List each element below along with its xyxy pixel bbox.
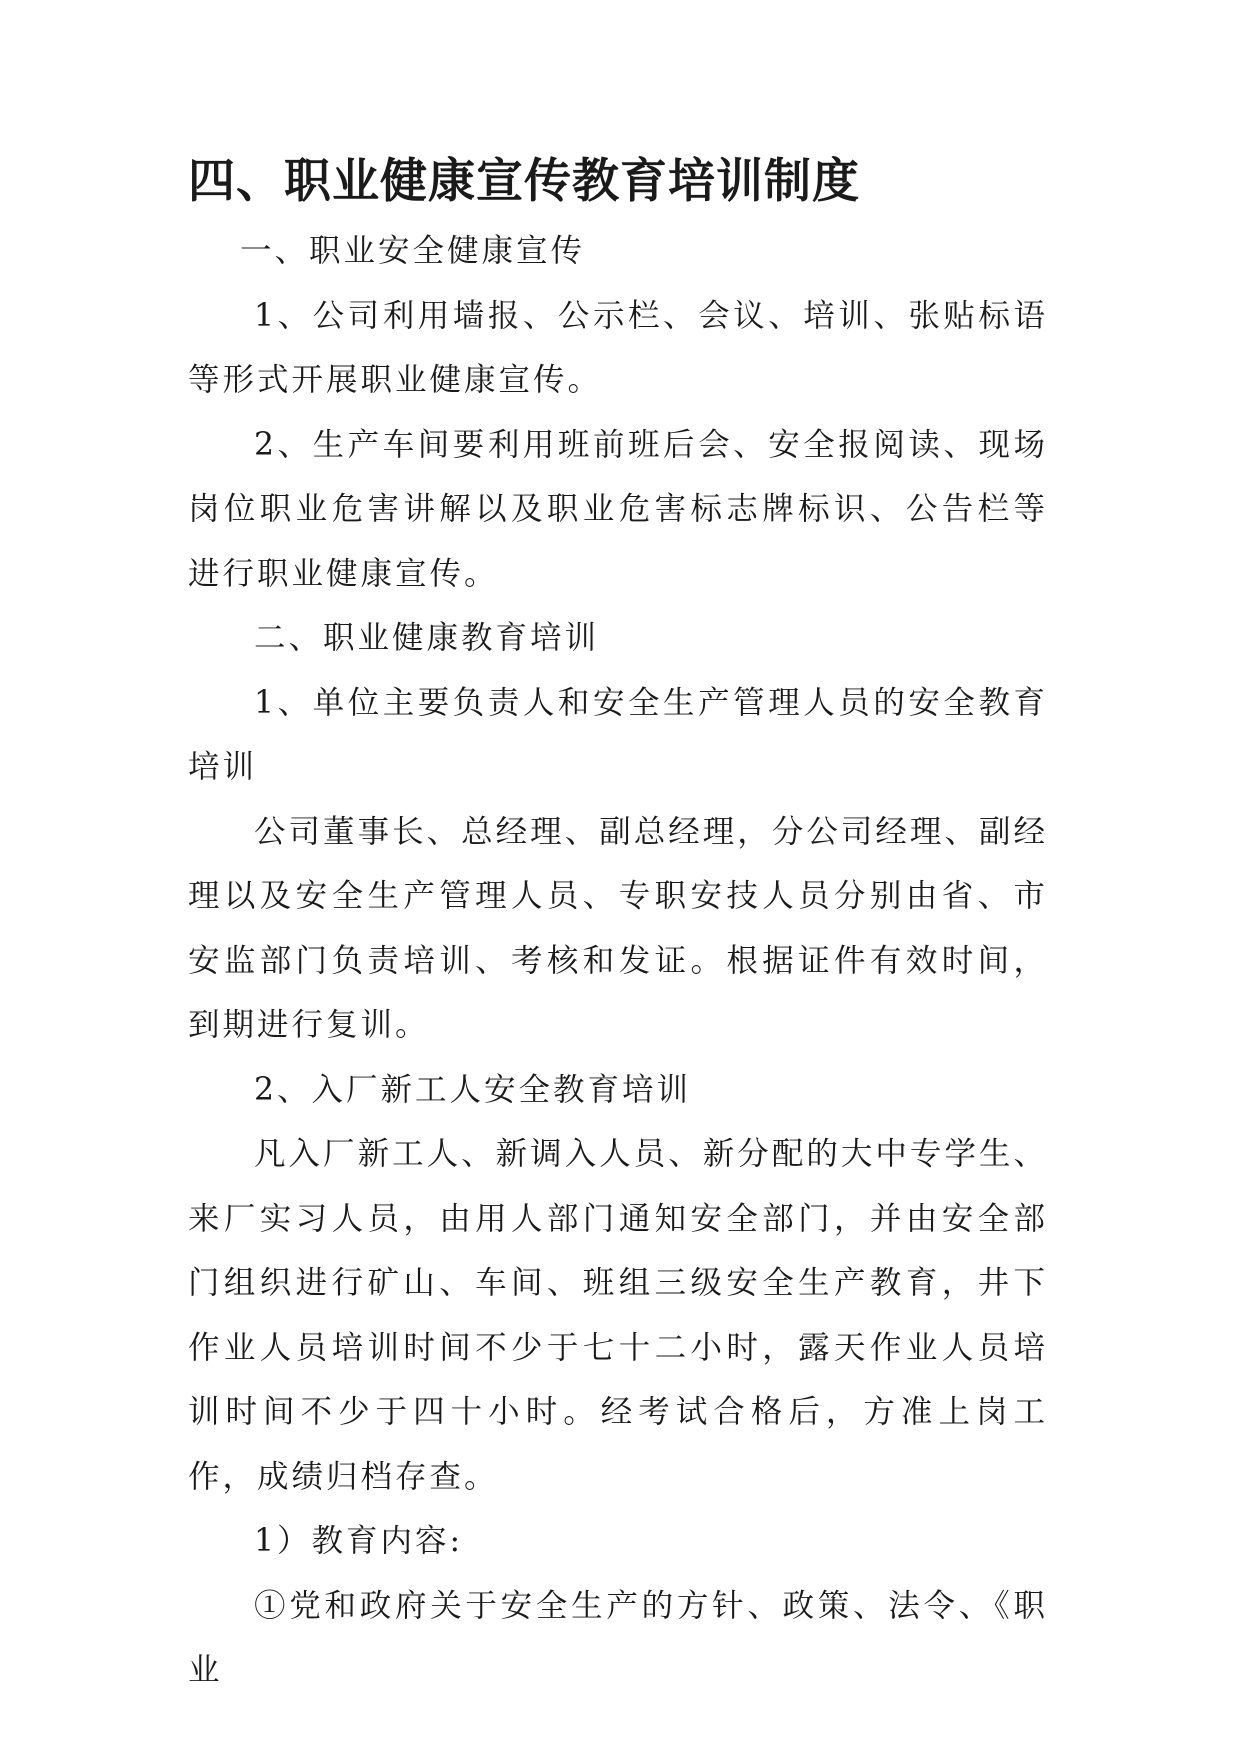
paragraph-2: 2、生产车间要利用班前班后会、安全报阅读、现场岗位职业危害讲解以及职业危害标志牌标识、公告栏等进行职业健康宣传。 (188, 426, 1048, 592)
list-item-1: ①党和政府关于安全生产的方针、政策、法令、《职业 (188, 1587, 1048, 1688)
paragraph-1: 1、公司利用墙报、公示栏、会议、培训、张贴标语等形式开展职业健康宣传。 (188, 297, 1048, 398)
document-body (188, 219, 1048, 1703)
section-heading-1: 一、职业安全健康宣传 (240, 233, 586, 269)
subheading-2: 2、入厂新工人安全教育培训 (254, 1071, 692, 1108)
list-heading: 1）教育内容: (254, 1523, 464, 1559)
section-heading-2: 二、职业健康教育培训 (254, 620, 600, 656)
document-title: 四、职业健康宣传教育培训制度 (188, 154, 860, 209)
paragraph-3: 公司董事长、总经理、副总经理，分公司经理、副经理以及安全生产管理人员、专职安技人员分别由省、市安监部门负责培训、考核和发证。根据证件有效时间，到期进行复训。 (188, 813, 1048, 1043)
subheading-1: 1、单位主要负责人和安全生产管理人员的安全教育培训 (188, 684, 1048, 785)
paragraph-4: 凡入厂新工人、新调入人员、新分配的大中专学生、来厂实习人员，由用人部门通知安全部门，并由安全部门组织进行矿山、车间、班组三级安全生产教育，井下作业人员培训时间不少于七十二小时，露天作业人员培训时间不少于四十小时。经考试合格后，方准上岗工作，成绩归档存查。 (188, 1136, 1048, 1495)
